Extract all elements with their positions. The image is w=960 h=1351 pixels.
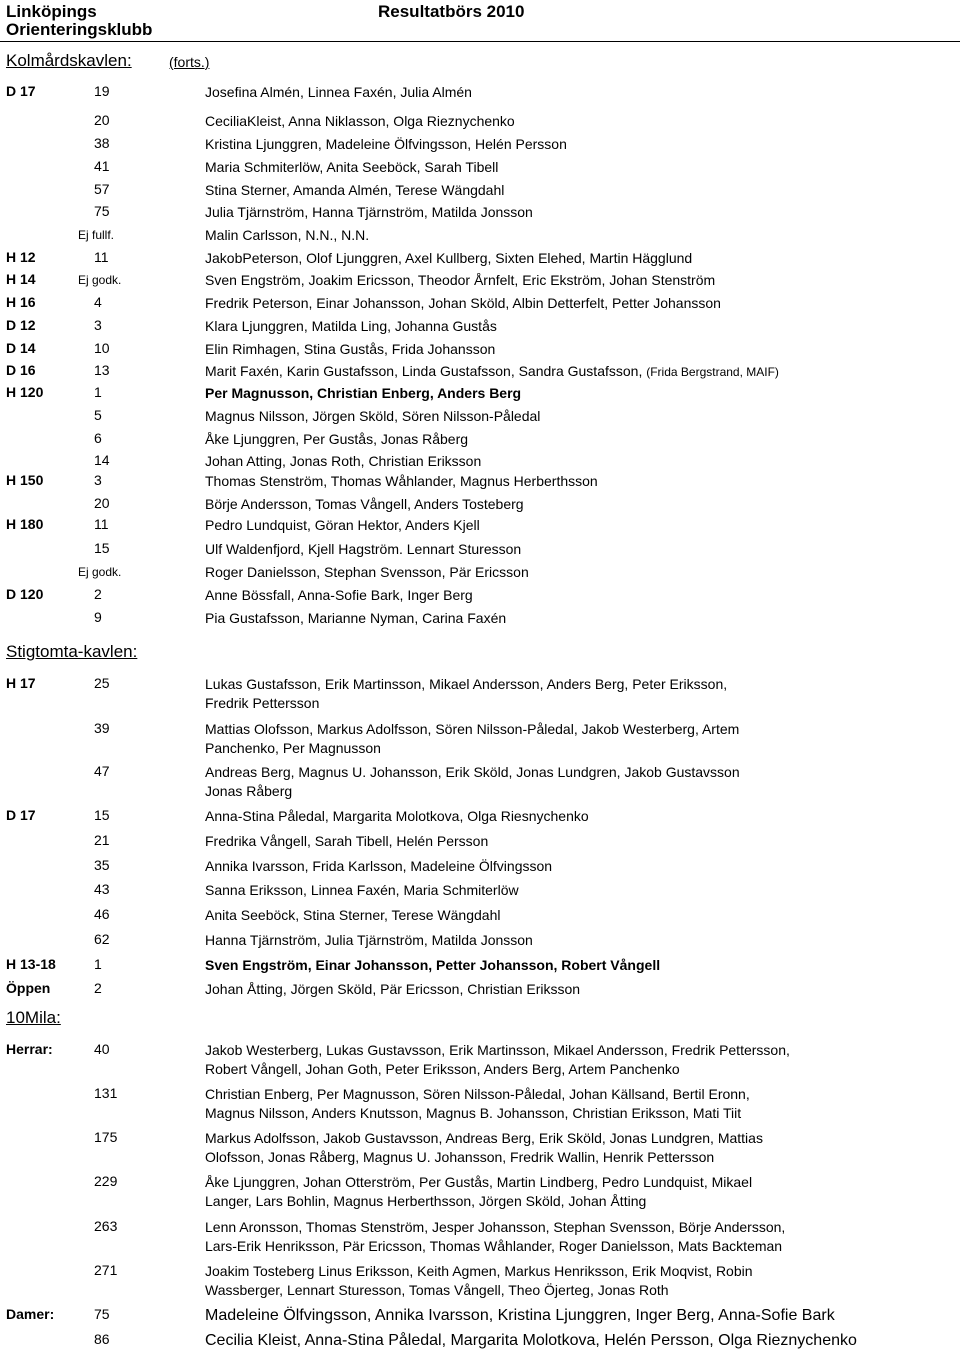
team-members xyxy=(205,181,905,200)
team-members-line: Stina Sterner, Amanda Almén, Terese Wängdahl xyxy=(205,182,505,198)
team-members-line: Anna-Stina Påledal, Margarita Molotkova, Olga Riesnychenko xyxy=(205,808,589,824)
team-members-line: Jonas Råberg xyxy=(205,783,293,799)
team-members-line: Sven Engström, Joakim Ericsson, Theodor Årnfelt, Eric Ekström, Johan Stenström xyxy=(205,272,716,288)
team-members-line: Magnus Nilsson, Jörgen Sköld, Sören Nilsson-Påledal xyxy=(205,408,541,424)
placing: 5 xyxy=(94,407,102,423)
result-row xyxy=(0,362,960,382)
section-title-tiomila: 10Mila: xyxy=(6,1008,61,1027)
placing: 38 xyxy=(94,135,110,151)
team-members-line: Pia Gustafsson, Marianne Nyman, Carina Faxén xyxy=(205,610,507,626)
result-row xyxy=(0,226,960,246)
result-row xyxy=(0,384,960,404)
team-members-line: Magnus Nilsson, Anders Knutsson, Magnus B. Johansson, Christian Eriksson, Mati Tiit xyxy=(205,1105,742,1121)
placing: 15 xyxy=(94,807,110,823)
team-members-line: Robert Vångell, Johan Goth, Peter Eriksson, Anders Berg, Artem Panchenko xyxy=(205,1061,680,1077)
placing: 86 xyxy=(94,1331,110,1347)
class-label: D 120 xyxy=(6,586,44,602)
placing: 6 xyxy=(94,430,102,446)
team-members-line: JakobPeterson, Olof Ljunggren, Axel Kullberg, Sixten Elehed, Martin Hägglund xyxy=(205,250,693,266)
team-members xyxy=(205,857,905,876)
team-members xyxy=(205,1041,905,1079)
team-members xyxy=(205,472,905,491)
placing: Ej godk. xyxy=(78,273,122,287)
result-row xyxy=(0,857,960,877)
class-label: H 150 xyxy=(6,472,44,488)
team-members xyxy=(205,675,905,713)
placing: 175 xyxy=(94,1129,118,1145)
placing: 229 xyxy=(94,1173,118,1189)
team-members-line: Johan Åtting, Jörgen Sköld, Pär Ericsson, Christian Eriksson xyxy=(205,981,581,997)
placing: 47 xyxy=(94,763,110,779)
placing: Ej godk. xyxy=(78,565,122,579)
team-members xyxy=(205,83,905,102)
placing: 271 xyxy=(94,1262,118,1278)
team-members xyxy=(205,832,905,851)
placing: 2 xyxy=(94,586,102,602)
result-row xyxy=(0,452,960,472)
result-row xyxy=(0,906,960,926)
team-members xyxy=(205,807,905,826)
team-members-line: Malin Carlsson, N.N., N.N. xyxy=(205,227,370,243)
placing: 46 xyxy=(94,906,110,922)
team-members xyxy=(205,407,905,426)
team-members-line: Christian Enberg, Per Magnusson, Sören Nilsson-Påledal, Johan Källsand, Bertil Eronn, xyxy=(205,1086,750,1102)
placing: 75 xyxy=(94,203,110,219)
team-members xyxy=(205,931,905,950)
team-members-line: Johan Atting, Jonas Roth, Christian Eriksson xyxy=(205,453,482,469)
result-row xyxy=(0,317,960,337)
result-row xyxy=(0,516,960,536)
team-members-line: Fredrik Peterson, Einar Johansson, Johan Sköld, Albin Detterfelt, Petter Johansson xyxy=(205,295,721,311)
result-row xyxy=(0,271,960,291)
result-row xyxy=(0,609,960,629)
result-row xyxy=(0,112,960,132)
placing: 20 xyxy=(94,112,110,128)
placing: 1 xyxy=(94,956,102,972)
placing: 19 xyxy=(94,83,110,99)
placing: 40 xyxy=(94,1041,110,1057)
result-row xyxy=(0,586,960,606)
team-members xyxy=(205,362,905,382)
result-row xyxy=(0,181,960,201)
result-row xyxy=(0,135,960,155)
team-members xyxy=(205,112,905,131)
team-members xyxy=(205,516,905,535)
result-row xyxy=(0,158,960,178)
placing: 4 xyxy=(94,294,102,310)
result-row xyxy=(0,540,960,560)
team-members-line: Fredrika Vångell, Sarah Tibell, Helén Persson xyxy=(205,833,489,849)
result-row xyxy=(0,1173,960,1209)
club-name-line2: Orienteringsklubb xyxy=(6,20,153,39)
class-label: H 180 xyxy=(6,516,44,532)
result-row xyxy=(0,763,960,799)
placing: 21 xyxy=(94,832,110,848)
placing: 15 xyxy=(94,540,110,556)
team-members xyxy=(205,271,905,290)
class-label: D 14 xyxy=(6,340,36,356)
result-row xyxy=(0,1262,960,1298)
result-row xyxy=(0,1041,960,1077)
team-members xyxy=(205,956,905,975)
class-label: Herrar: xyxy=(6,1041,53,1057)
class-label: D 16 xyxy=(6,362,36,378)
team-members xyxy=(205,1085,905,1123)
placing: 263 xyxy=(94,1218,118,1234)
placing: 20 xyxy=(94,495,110,511)
team-members xyxy=(205,1262,905,1300)
team-members-line: Pedro Lundquist, Göran Hektor, Anders Kjell xyxy=(205,517,480,533)
placing: Ej fullf. xyxy=(78,228,115,242)
class-label: H 12 xyxy=(6,249,36,265)
team-members xyxy=(205,563,905,582)
placing: 57 xyxy=(94,181,110,197)
team-members-line: Cecilia Kleist, Anna-Stina Påledal, Margarita Molotkova, Helén Persson, Olga Rieznychenko xyxy=(205,1332,857,1349)
club-name-line1: Linköpings xyxy=(6,2,97,21)
team-members xyxy=(205,1218,905,1256)
result-row xyxy=(0,407,960,427)
team-members xyxy=(205,720,905,758)
class-label: H 17 xyxy=(6,675,36,691)
team-members-note: (Frida Bergstrand, MAIF) xyxy=(646,365,779,379)
class-label: D 17 xyxy=(6,807,36,823)
result-row xyxy=(0,931,960,951)
placing: 9 xyxy=(94,609,102,625)
team-members-line: Anita Seeböck, Stina Sterner, Terese Wängdahl xyxy=(205,907,501,923)
result-row xyxy=(0,1331,960,1351)
result-row xyxy=(0,340,960,360)
placing: 13 xyxy=(94,362,110,378)
team-members xyxy=(205,430,905,449)
result-row xyxy=(0,1085,960,1121)
team-members-line: Markus Adolfsson, Jakob Gustavsson, Andreas Berg, Erik Sköld, Jonas Lundgren, Mattias xyxy=(205,1130,763,1146)
placing: 35 xyxy=(94,857,110,873)
team-members xyxy=(205,226,905,245)
class-label: Damer: xyxy=(6,1306,55,1322)
team-members xyxy=(205,609,905,628)
team-members xyxy=(205,452,905,471)
team-members xyxy=(205,1129,905,1167)
section-title-kolmarden: Kolmårdskavlen: xyxy=(6,51,132,70)
team-members-line: Hanna Tjärnström, Julia Tjärnström, Matilda Jonsson xyxy=(205,932,533,948)
team-members xyxy=(205,586,905,605)
placing: 14 xyxy=(94,452,110,468)
result-row xyxy=(0,720,960,756)
team-members xyxy=(205,980,905,999)
team-members-line: Börje Andersson, Tomas Vångell, Anders Tosteberg xyxy=(205,496,524,512)
team-members-line: Panchenko, Per Magnusson xyxy=(205,740,381,756)
team-members-line: Sven Engström, Einar Johansson, Petter Johansson, Robert Vångell xyxy=(205,957,661,973)
team-members-line: Langer, Lars Bohlin, Magnus Herberthsson, Jörgen Sköld, Johan Åtting xyxy=(205,1193,647,1209)
team-members-line: Andreas Berg, Magnus U. Johansson, Erik Sköld, Jonas Lundgren, Jakob Gustavsson xyxy=(205,764,740,780)
result-row xyxy=(0,881,960,901)
team-members xyxy=(205,763,905,801)
team-members-line: Åke Ljunggren, Johan Otterström, Per Gustås, Martin Lindberg, Pedro Lundquist, Mikael xyxy=(205,1174,753,1190)
team-members xyxy=(205,158,905,177)
team-members-line: Anne Bössfall, Anna-Sofie Bark, Inger Berg xyxy=(205,587,473,603)
document-title: Resultatbörs 2010 xyxy=(378,2,525,21)
result-row xyxy=(0,563,960,583)
team-members-line: Olofsson, Jonas Råberg, Magnus U. Johansson, Fredrik Wallin, Henrik Pettersson xyxy=(205,1149,715,1165)
team-members xyxy=(205,203,905,222)
team-members-line: Klara Ljunggren, Matilda Ling, Johanna Gustås xyxy=(205,318,497,334)
class-label: H 14 xyxy=(6,271,36,287)
placing: 75 xyxy=(94,1306,110,1322)
class-label: D 12 xyxy=(6,317,36,333)
team-members-line: Mattias Olofsson, Markus Adolfsson, Sören Nilsson-Påledal, Jakob Westerberg, Artem xyxy=(205,721,740,737)
class-label: H 13-18 xyxy=(6,956,56,972)
result-row xyxy=(0,956,960,976)
team-members xyxy=(205,540,905,559)
placing: 10 xyxy=(94,340,110,356)
team-members xyxy=(205,1173,905,1211)
team-members-line: Kristina Ljunggren, Madeleine Ölfvingsson, Helén Persson xyxy=(205,136,567,152)
placing: 43 xyxy=(94,881,110,897)
team-members-line: Lars-Erik Henriksson, Pär Ericsson, Thomas Wåhlander, Roger Danielsson, Mats Backteman xyxy=(205,1238,783,1254)
team-members-line: Annika Ivarsson, Frida Karlsson, Madeleine Ölfvingsson xyxy=(205,858,553,874)
team-members xyxy=(205,249,905,268)
result-row xyxy=(0,807,960,827)
placing: 11 xyxy=(94,516,109,532)
header-divider xyxy=(0,41,960,42)
placing: 11 xyxy=(94,249,109,265)
placing: 131 xyxy=(94,1085,118,1101)
placing: 3 xyxy=(94,472,102,488)
placing: 3 xyxy=(94,317,102,333)
result-row xyxy=(0,980,960,1000)
section-title-stigtomta: Stigtomta-kavlen: xyxy=(6,642,138,661)
result-row xyxy=(0,495,960,515)
placing: 2 xyxy=(94,980,102,996)
team-members-line: Julia Tjärnström, Hanna Tjärnström, Matilda Jonsson xyxy=(205,204,533,220)
team-members-line: Maria Schmiterlöw, Anita Seeböck, Sarah Tibell xyxy=(205,159,499,175)
team-members xyxy=(205,340,905,359)
placing: 41 xyxy=(94,158,110,174)
page-header xyxy=(0,0,960,42)
team-members-line: Roger Danielsson, Stephan Svensson, Pär Ericsson xyxy=(205,564,529,580)
team-members-line: Lenn Aronsson, Thomas Stenström, Jesper Johansson, Stephan Svensson, Börje Andersson, xyxy=(205,1219,786,1235)
team-members-line: Fredrik Pettersson xyxy=(205,695,320,711)
team-members xyxy=(205,495,905,514)
result-row xyxy=(0,472,960,492)
placing: 25 xyxy=(94,675,110,691)
team-members-line: Thomas Stenström, Thomas Wåhlander, Magnus Herberthsson xyxy=(205,473,598,489)
team-members xyxy=(205,906,905,925)
placing: 1 xyxy=(94,384,102,400)
team-members xyxy=(205,294,905,313)
team-members-line: Lukas Gustafsson, Erik Martinsson, Mikael Andersson, Anders Berg, Peter Eriksson, xyxy=(205,676,728,692)
result-row xyxy=(0,1218,960,1254)
team-members-line: CeciliaKleist, Anna Niklasson, Olga Rieznychenko xyxy=(205,113,515,129)
team-members xyxy=(205,384,905,403)
team-members-line: Wassberger, Lennart Sturesson, Tomas Vångell, Theo Öjerteg, Jonas Roth xyxy=(205,1282,669,1298)
class-label: Öppen xyxy=(6,980,51,996)
placing: 39 xyxy=(94,720,110,736)
team-members-line: Elin Rimhagen, Stina Gustås, Frida Johansson xyxy=(205,341,496,357)
result-row xyxy=(0,249,960,269)
result-row xyxy=(0,832,960,852)
result-row xyxy=(0,675,960,711)
team-members-line: Marit Faxén, Karin Gustafsson, Linda Gustafsson, Sandra Gustafsson, xyxy=(205,363,643,379)
team-members xyxy=(205,1306,905,1325)
team-members-line: Josefina Almén, Linnea Faxén, Julia Almén xyxy=(205,84,472,100)
team-members-line: Ulf Waldenfjord, Kjell Hagström. Lennart Sturesson xyxy=(205,541,522,557)
placing: 62 xyxy=(94,931,110,947)
team-members xyxy=(205,135,905,154)
team-members xyxy=(205,317,905,336)
team-members xyxy=(205,1331,905,1350)
class-label: H 120 xyxy=(6,384,44,400)
team-members-line: Åke Ljunggren, Per Gustås, Jonas Råberg xyxy=(205,431,469,447)
team-members-line: Sanna Eriksson, Linnea Faxén, Maria Schmiterlöw xyxy=(205,882,519,898)
team-members-line: Jakob Westerberg, Lukas Gustavsson, Erik Martinsson, Mikael Andersson, Fredrik Pettersson, xyxy=(205,1042,790,1058)
team-members-line: Madeleine Ölfvingsson, Annika Ivarsson, Kristina Ljunggren, Inger Berg, Anna-Sofie Bark xyxy=(205,1307,835,1324)
team-members-line: Joakim Tosteberg Linus Eriksson, Keith Agmen, Markus Henriksson, Erik Moqvist, Robin xyxy=(205,1263,753,1279)
result-row xyxy=(0,203,960,223)
result-row xyxy=(0,294,960,314)
class-label: D 17 xyxy=(6,83,36,99)
section-note-forts: (forts.) xyxy=(169,54,210,70)
result-row xyxy=(0,430,960,450)
result-row xyxy=(0,1306,960,1326)
class-label: H 16 xyxy=(6,294,36,310)
result-row xyxy=(0,83,960,103)
team-members xyxy=(205,881,905,900)
result-row xyxy=(0,1129,960,1165)
team-members-line: Per Magnusson, Christian Enberg, Anders Berg xyxy=(205,385,522,401)
